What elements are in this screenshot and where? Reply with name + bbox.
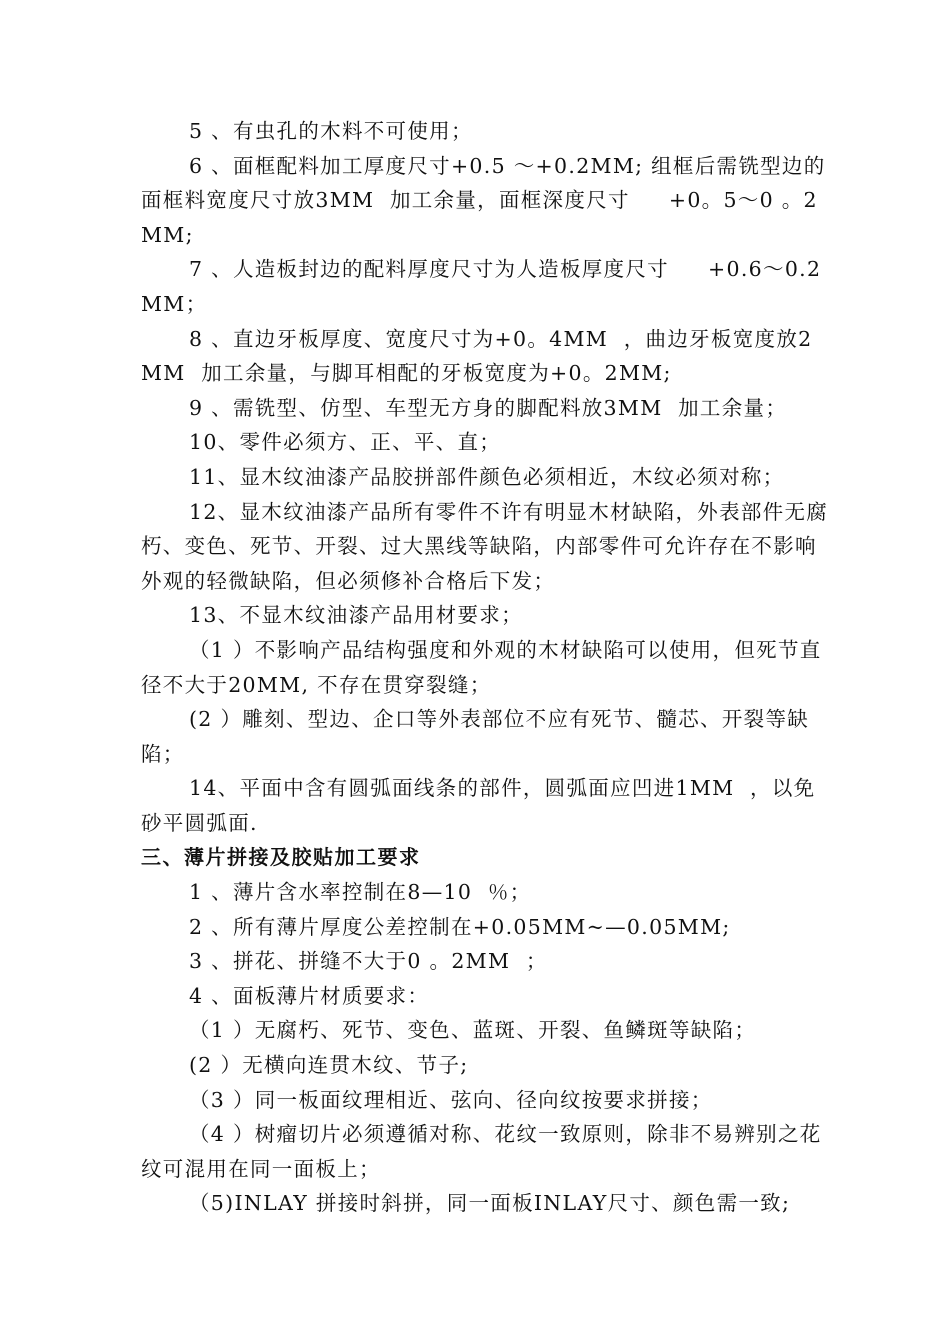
section3-clause-2: 2 、所有薄片厚度公差控制在+0.05MM~—0.05MM; [189,914,731,939]
clause-12: 12、显木纹油漆产品所有零件不许有明显木材缺陷，外表部件无腐朽、变色、死节、开裂、过大黑线等缺陷，内部零件可允许存在不影响外观的轻微缺陷，但必须修补合格后下发； [141,499,829,593]
clause-7: 7 、人造板封边的配料厚度尺寸为人造板厚度尺寸 +0.6～0.2MM； [141,257,822,316]
clause-14: 14、平面中含有圆弧面线条的部件，圆弧面应凹进1MM ，以免砂平圆弧面. [141,776,816,835]
section3-clause-4-item-2: (2 ）无横向连贯木纹、节子; [189,1053,469,1078]
section3-clause-4-item-1: （1 ）无腐朽、死节、变色、蓝斑、开裂、鱼鳞斑等缺陷； [189,1018,757,1043]
clause-10: 10、零件必须方、正、平、直； [189,430,502,455]
clause-13-item-2: (2 ）雕刻、型边、企口等外表部位不应有死节、髓芯、开裂等缺陷； [141,707,810,766]
clause-11: 11、显木纹油漆产品胶拼部件颜色必须相近，木纹必须对称； [189,464,785,489]
section3-clause-4-item-4: （4 ）树瘤切片必须遵循对称、花纹一致原则，除非不易辨别之花纹可混用在同一面板上； [141,1122,822,1181]
document-body [141,114,831,1221]
clause-13: 13、不显木纹油漆产品用材要求； [189,603,523,628]
section-heading: 三、薄片拼接及胶贴加工要求 [141,845,421,870]
section3-clause-3: 3 、拼花、拼缝不大于0 。2MM ； [189,949,548,974]
clause-9: 9 、需铣型、仿型、车型无方身的脚配料放3MM 加工余量； [189,395,788,420]
section3-clause-4-item-3: （3 ）同一板面纹理相近、弦向、径向纹按要求拼接； [189,1087,713,1112]
clause-13-item-1: （1 ）不影响产品结构强度和外观的木材缺陷可以使用，但死节直径不大于20MM, 不存在贯穿裂缝； [141,637,822,697]
clause-8: 8 、直边牙板厚度、宽度尺寸为+0。4MM ，曲边牙板宽度放2MM 加工余量，与脚耳相配的牙板宽度为+0。2MM; [141,326,813,386]
section3-clause-1: 1 、薄片含水率控制在8—10 ％； [189,880,532,905]
section3-clause-4: 4 、面板薄片材质要求： [189,983,430,1008]
section3-clause-4-item-5: （5)INLAY 拼接时斜拼，同一面板INLAY尺寸、颜色需一致; [189,1191,791,1216]
clause-5: 5 、有虫孔的木料不可使用； [189,119,473,143]
clause-6: 6 、面框配料加工厚度尺寸+0.5 ～+0.2MM; 组框后需铣型边的面框料宽度尺寸放3MM 加工余量，面框深度尺寸 +0。5～0 。2MM; [141,153,826,247]
